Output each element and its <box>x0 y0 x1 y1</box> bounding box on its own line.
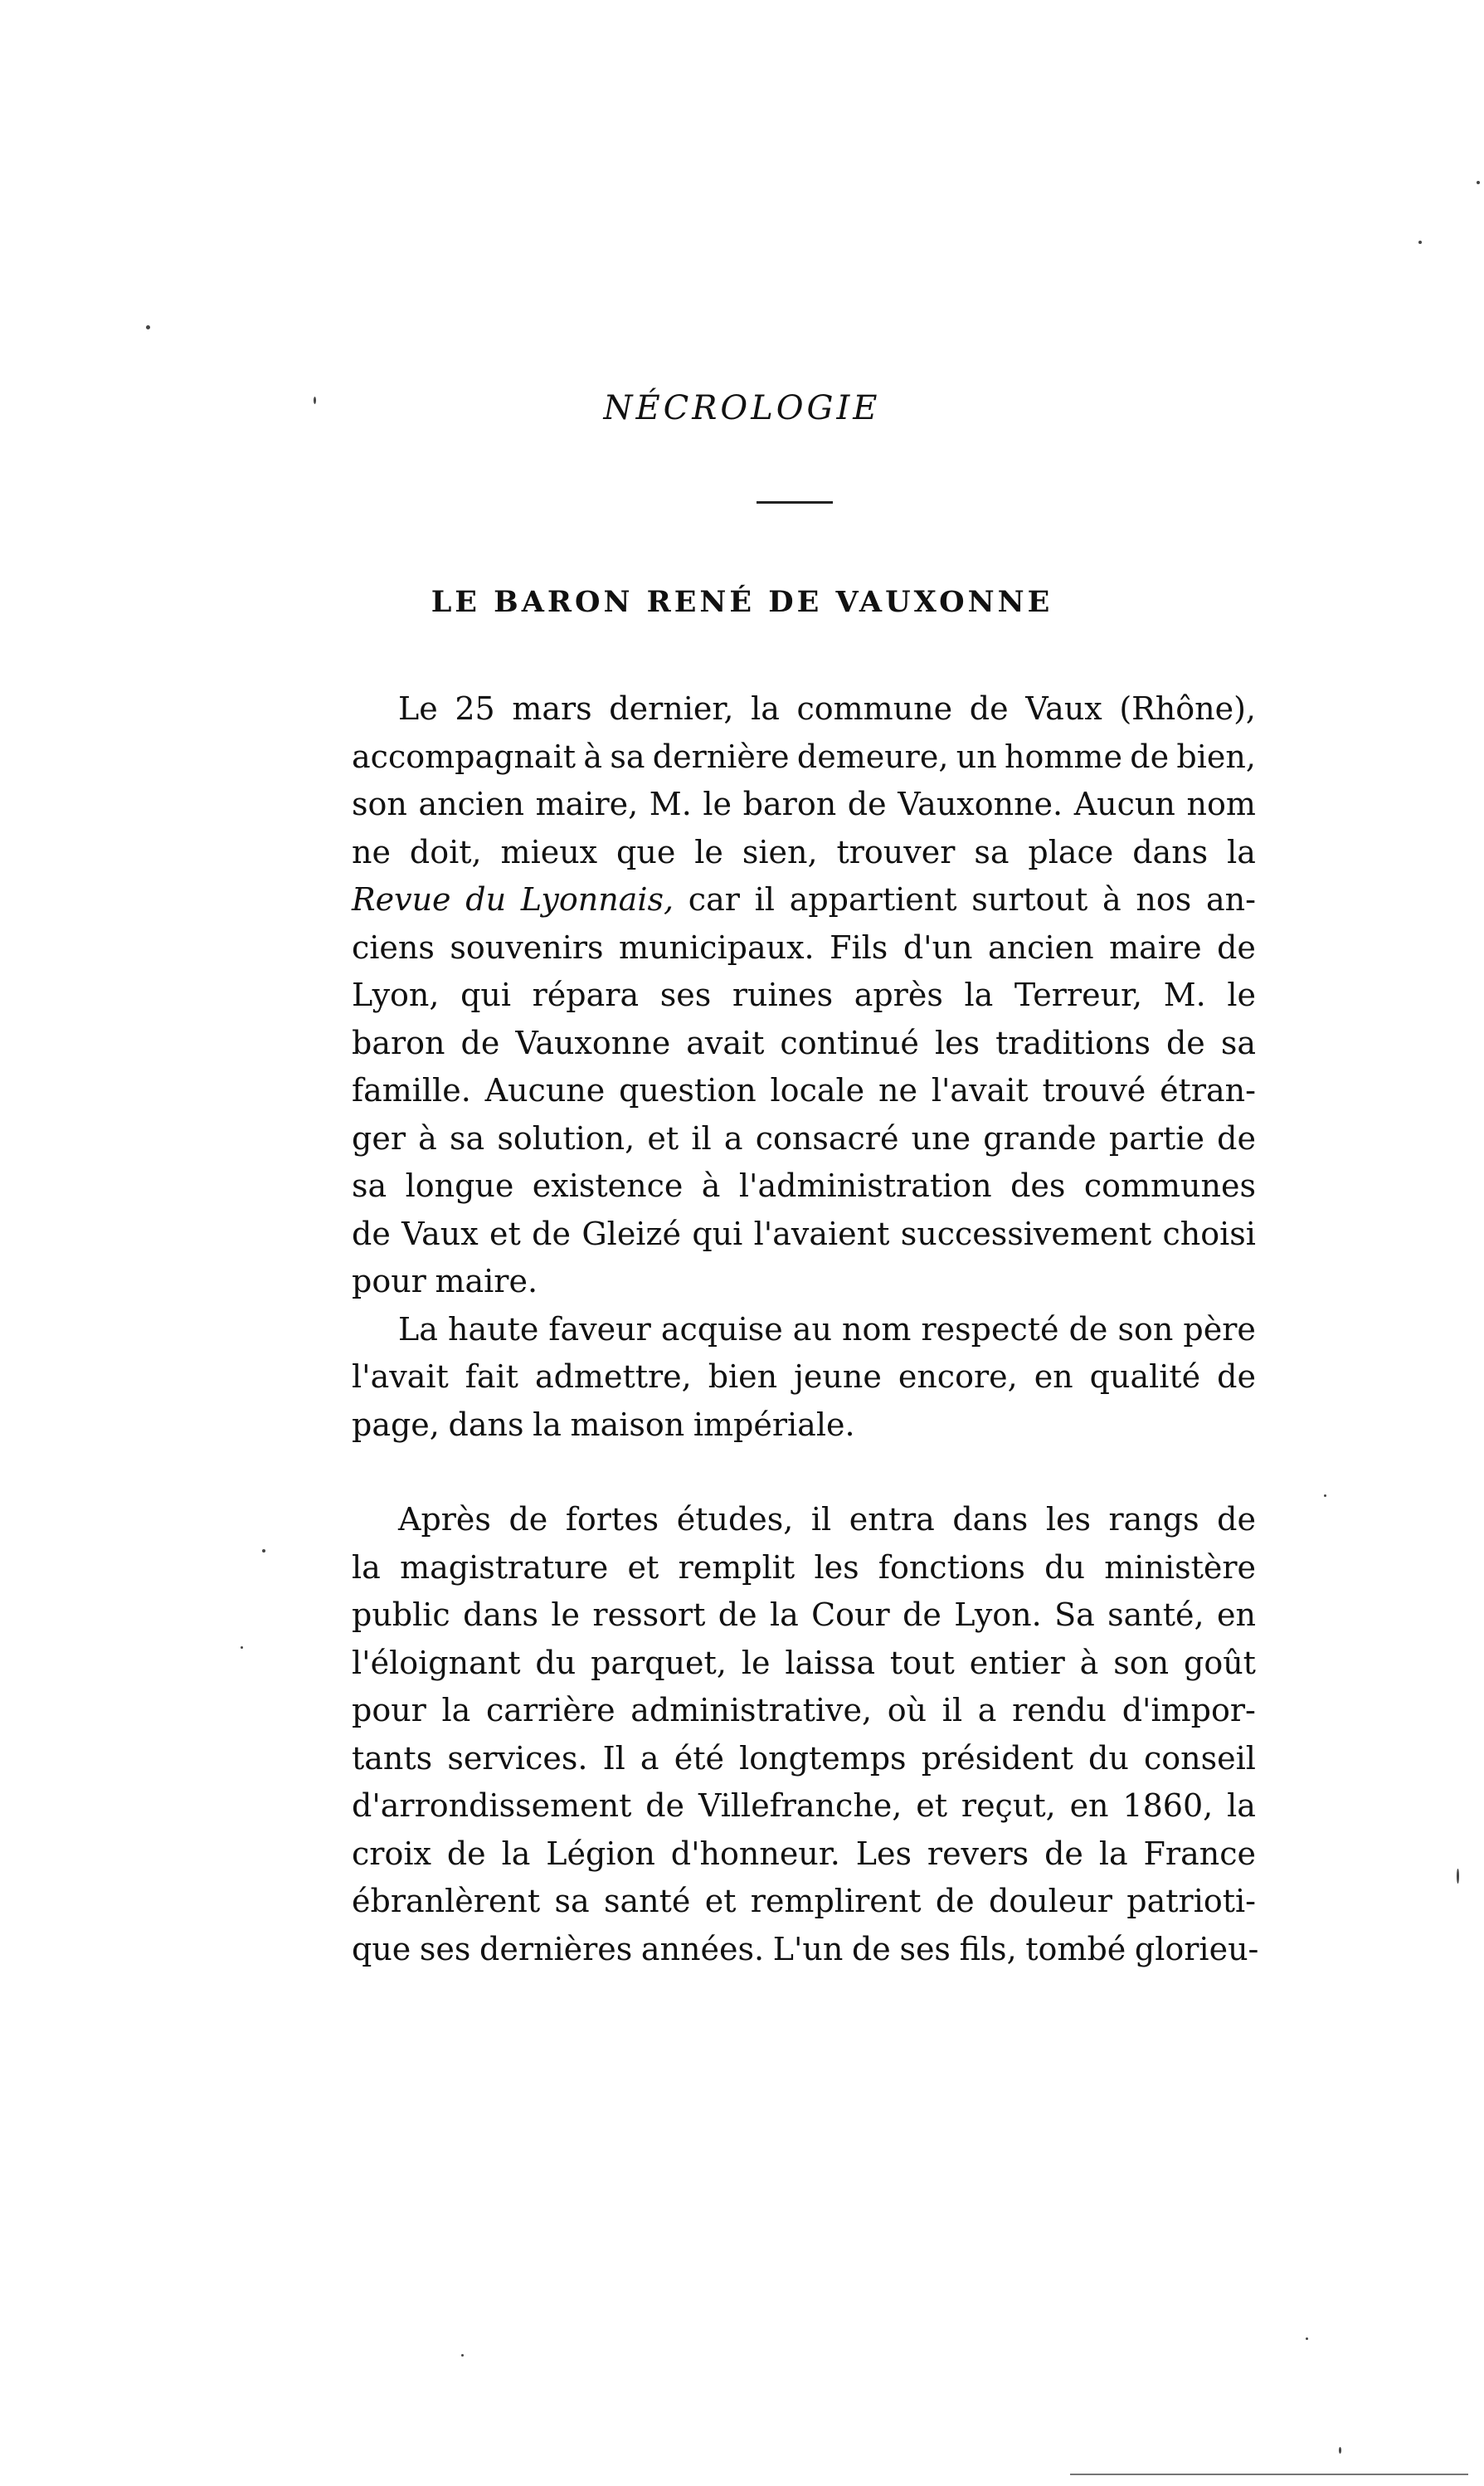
text-line: croix de la Légion d'honneur. Les revers de la France <box>352 1835 1256 1872</box>
scan-speck <box>1457 1869 1459 1884</box>
article-body <box>352 685 1259 1973</box>
scan-speck <box>1339 2447 1341 2454</box>
header-rule <box>757 501 833 504</box>
text-line: la magistrature et remplit les fonctions du ministère <box>352 1548 1256 1586</box>
scan-speck <box>1306 2337 1308 2340</box>
scan-speck <box>1418 241 1422 244</box>
text-line: pour maire. <box>352 1263 538 1299</box>
text-line: tants services. Il a été longtemps président du conseil <box>352 1739 1256 1777</box>
text-line: public dans le ressort de la Cour de Lyon. Sa santé, en <box>352 1596 1256 1633</box>
scan-speck <box>1324 1494 1326 1497</box>
scan-speck <box>241 1646 243 1649</box>
scan-speck <box>314 397 316 404</box>
text-line: que ses dernières années. L'un de ses fils, tombé glorieu- <box>352 1930 1259 1967</box>
text-line: La haute faveur acquise au nom respecté de son père <box>398 1310 1256 1348</box>
article-title: LE BARON RENÉ DE VAUXONNE <box>431 585 1053 619</box>
scan-speck <box>1477 181 1480 184</box>
text-line: sa longue existence à l'administration des communes <box>352 1167 1256 1204</box>
text-line: Revue du Lyonnais, car il appartient surtout à nos an- <box>352 881 1256 918</box>
scan-speck <box>461 2354 464 2357</box>
text-line: famille. Aucune question locale ne l'avait trouvé étran- <box>352 1072 1256 1109</box>
text-line: de Vaux et de Gleizé qui l'avaient successivement choisi <box>352 1215 1256 1252</box>
scan-speck <box>146 325 150 329</box>
text-line: l'éloignant du parquet, le laissa tout entier à son goût <box>352 1644 1256 1681</box>
text-line: Lyon, qui répara ses ruines après la Terreur, M. le <box>352 977 1256 1013</box>
text-line: ne doit, mieux que le sien, trouver sa place dans la <box>352 833 1256 870</box>
text-line: son ancien maire, M. le baron de Vauxonne. Aucun nom <box>352 786 1256 822</box>
paragraph-gap <box>352 1449 1256 1496</box>
text-line: Le 25 mars dernier, la commune de Vaux (Rhône), <box>398 690 1256 727</box>
text-line: ciens souvenirs municipaux. Fils d'un ancien maire de <box>352 929 1256 966</box>
scan-speck <box>262 1549 265 1553</box>
scan-speck <box>1070 2474 1468 2475</box>
text-line: page, dans la maison impériale. <box>352 1406 855 1443</box>
text-line: Après de fortes études, il entra dans les rangs de <box>398 1501 1256 1538</box>
section-header: NÉCROLOGIE <box>603 389 881 427</box>
text-line: ger à sa solution, et il a consacré une grande partie de <box>352 1119 1256 1157</box>
text-line: baron de Vauxonne avait continué les traditions de sa <box>352 1024 1256 1061</box>
text-line: ébranlèrent sa santé et remplirent de douleur patrioti- <box>352 1883 1256 1919</box>
text-line: l'avait fait admettre, bien jeune encore, en qualité de <box>352 1358 1256 1395</box>
text-line: d'arrondissement de Villefranche, et reçut, en 1860, la <box>352 1787 1256 1824</box>
text-line: pour la carrière administrative, où il a rendu d'impor- <box>352 1692 1256 1728</box>
text-line: accompagnait à sa dernière demeure, un homme de bien, <box>352 738 1256 775</box>
